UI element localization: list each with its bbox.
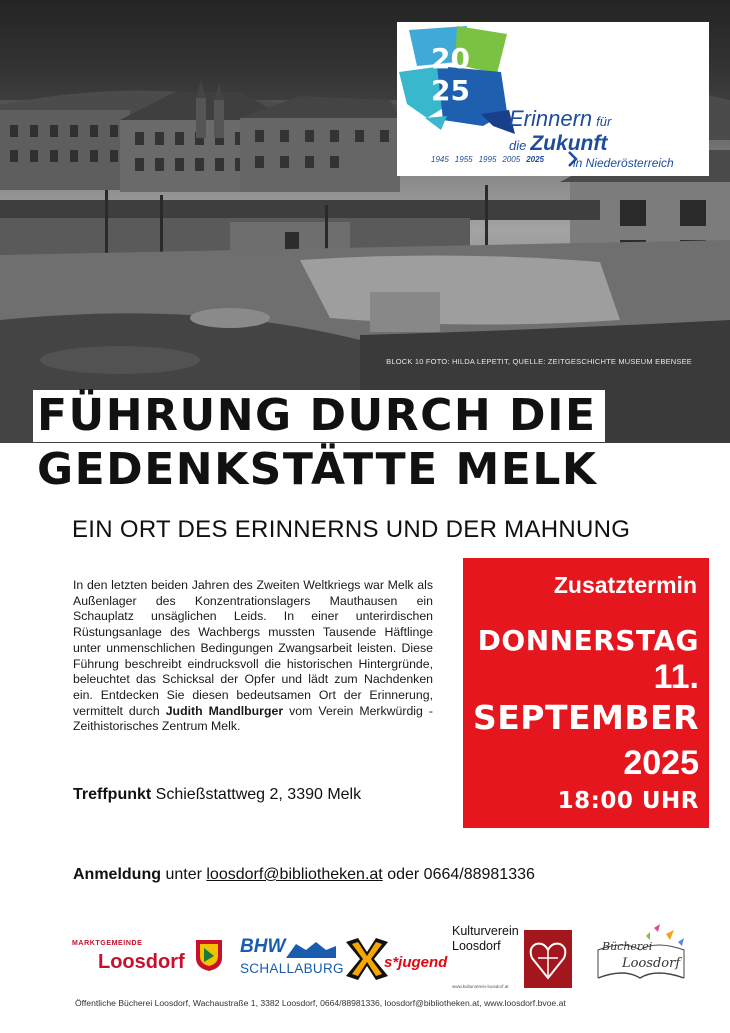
castle-roof-icon bbox=[286, 940, 336, 960]
loosdorf-name: Loosdorf bbox=[98, 951, 185, 973]
bhw-label: BHW bbox=[240, 936, 286, 957]
kulturverein-label bbox=[452, 924, 519, 954]
logo-line1 bbox=[509, 106, 611, 132]
registration-separator: oder bbox=[387, 866, 420, 883]
logo-year: 2025 bbox=[526, 155, 544, 164]
logo-years bbox=[431, 155, 550, 164]
heart-emblem-icon bbox=[524, 930, 572, 988]
registration-label: Anmeldung bbox=[73, 866, 161, 883]
loosdorf-top-label: MARKTGEMEINDE bbox=[72, 940, 143, 947]
logo-year: 1955 bbox=[454, 155, 473, 164]
meeting-address: Schießstattweg 2, 3390 Melk bbox=[155, 786, 362, 803]
buecherei-line1: Bücherei bbox=[602, 940, 653, 953]
logo-year: 1995 bbox=[478, 155, 497, 164]
sjugend-label: s*jugend bbox=[384, 954, 448, 971]
event-date-box bbox=[463, 558, 709, 828]
logo-year-bottom: 25 bbox=[431, 74, 470, 107]
description-text-end: vom Verein Merkwürdig - Zeithistorisches Zentrum Melk. bbox=[73, 703, 433, 734]
registration-phone: 0664/88981336 bbox=[423, 866, 535, 883]
description-paragraph bbox=[73, 578, 433, 735]
loosdorf-municipality-logo bbox=[72, 938, 232, 982]
meeting-label: Treffpunkt bbox=[73, 786, 152, 803]
headline-line1: FÜHRUNG DURCH DIE bbox=[33, 390, 605, 442]
description-text: In den letzten beiden Jahren des Zweiten Weltkriegs war Melk als Außenlager des Konzentrationslagers Mauthausen ein Schauplatz unsäglichen Leids. In einer unterirdischen Rüstungsanlage des Wachbergs mussten Tausende Häftlinge unter unmenschlichen Bedingungen Zwangsarbeit leisten. Diese Führung beschreibt eindrucksvoll die historischen Hintergründe, beleuchtet das Schicksal der Opfer und lädt zum Nachdenken ein. Entdecken Sie diesen bedeutsamen Ort der Erinnerung, vermittelt durch bbox=[73, 578, 433, 718]
registration-email-link[interactable]: loosdorf@bibliotheken.at bbox=[206, 866, 383, 883]
logo-die: die bbox=[509, 138, 527, 153]
event-tag: Zusatztermin bbox=[553, 572, 697, 598]
logo-erinnern: Erinnern bbox=[509, 106, 593, 131]
logo-fuer: für bbox=[596, 114, 612, 129]
subtitle: EIN ORT DES ERINNERNS UND DER MAHNUNG bbox=[72, 516, 631, 543]
photo-credit: BLOCK 10 FOTO: HILDA LEPETIT, QUELLE: ZEITGESCHICHTE MUSEUM EBENSEE bbox=[386, 357, 692, 366]
logo-year: 2005 bbox=[502, 155, 521, 164]
kulturverein-line1: Kulturverein bbox=[452, 924, 519, 938]
schallaburg-label: SCHALLABURG bbox=[240, 961, 344, 976]
buecherei-logo bbox=[584, 920, 696, 990]
registration bbox=[73, 866, 535, 884]
kulturverein-logo bbox=[452, 924, 572, 990]
logo-year: 1945 bbox=[431, 155, 449, 164]
registration-prefix: unter bbox=[165, 866, 202, 883]
event-weekday: DONNERSTAG bbox=[477, 624, 699, 657]
book-butterflies-icon bbox=[584, 920, 696, 990]
guide-name: Judith Mandlburger bbox=[165, 703, 284, 718]
event-day: 11. bbox=[653, 658, 699, 696]
sponsor-logos bbox=[0, 920, 730, 995]
sjugend-logo bbox=[342, 934, 446, 984]
meeting-point bbox=[73, 786, 361, 804]
logo-line2 bbox=[509, 132, 607, 156]
logo-zukunft: Zukunft bbox=[530, 132, 608, 155]
buecherei-line2: Loosdorf bbox=[622, 956, 681, 971]
headline-line2: GEDENKSTÄTTE MELK bbox=[37, 444, 598, 495]
event-time: 18:00 UHR bbox=[557, 788, 699, 814]
logo-region: in Niederösterreich bbox=[573, 156, 674, 170]
coat-of-arms-icon bbox=[194, 938, 224, 972]
footer-contact: Öffentliche Bücherei Loosdorf, Wachaustraße 1, 3382 Loosdorf, 0664/88981336, loosdorf@bibliotheken.at, www.loosdorf.bvoe.at bbox=[75, 998, 566, 1008]
kulturverein-url: www.kulturverein-loosdorf.at bbox=[452, 984, 509, 989]
event-month: SEPTEMBER bbox=[473, 698, 699, 737]
event-year: 2025 bbox=[623, 744, 699, 782]
campaign-logo bbox=[397, 22, 709, 176]
kulturverein-line2: Loosdorf bbox=[452, 939, 501, 953]
logo-year-top: 20 bbox=[431, 42, 470, 75]
schallaburg-logo bbox=[240, 936, 344, 984]
